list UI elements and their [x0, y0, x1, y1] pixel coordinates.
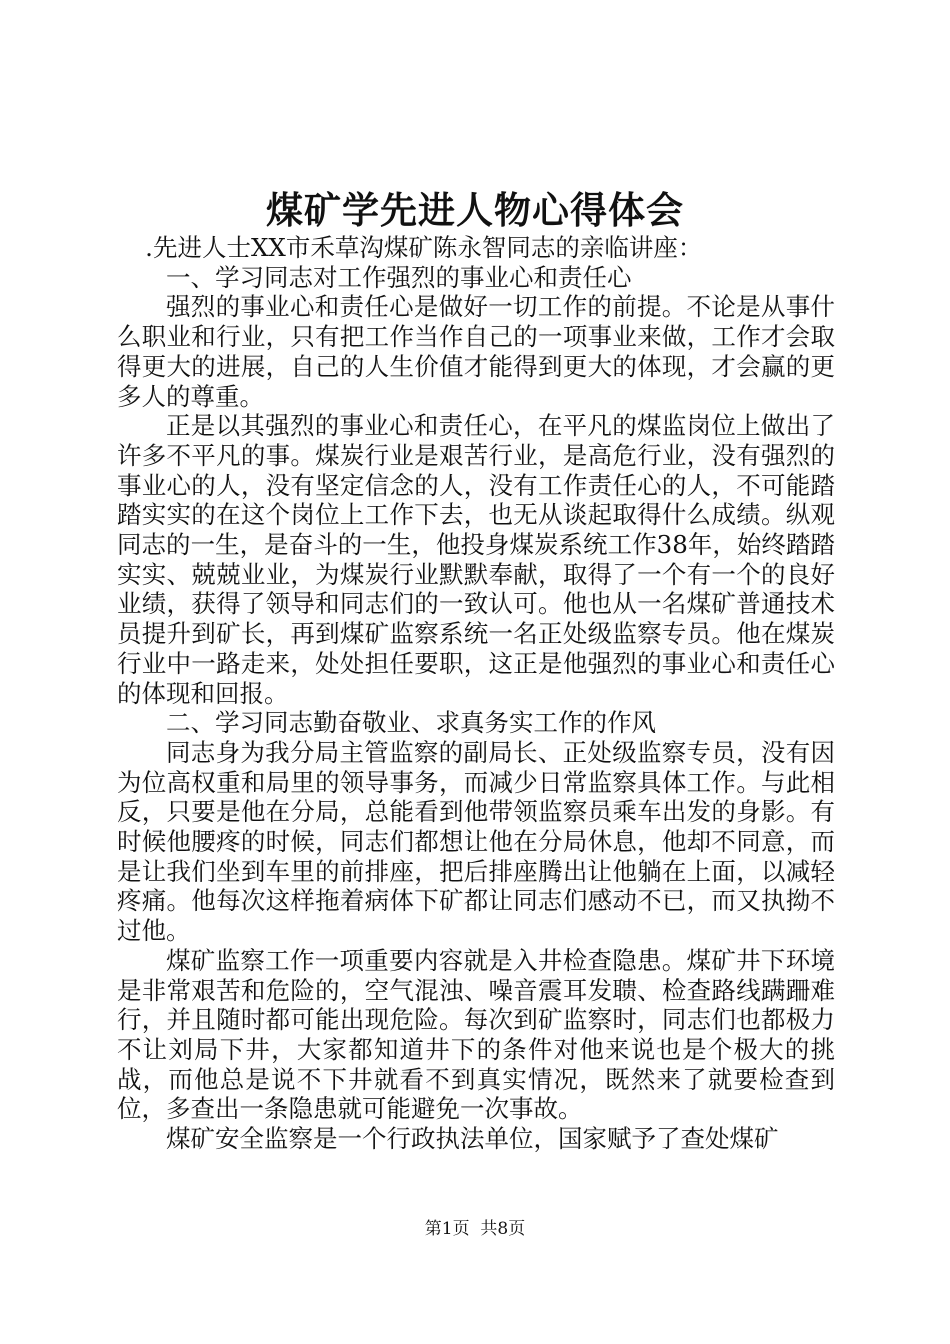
body-paragraph: 正是以其强烈的事业心和责任心，在平凡的煤监岗位上做出了许多不平凡的事。煤炭行业是艰苦行业，是高危行业，没有强烈的事业心的人，没有坚定信念的人，没有工作责任心的人，不可能踏踏实实的在这个岗位上工作下去，也无从谈起取得什么成绩。纵观同志的一生，是奋斗的一生，他投身煤炭系统工作38年，始终踏踏实实、兢兢业业，为煤炭行业默默奉献，取得了一个有一个的良好业绩，获得了领导和同志们的一致认可。他也从一名煤矿普通技术员提升到矿长，再到煤矿监察系统一名正处级监察专员。他在煤炭行业中一路走来，处处担任要职，这正是他强烈的事业心和责任心的体现和回报。	[117, 411, 835, 708]
document-title: 煤矿学先进人物心得体会	[266, 188, 684, 232]
section-heading-1: 一、学习同志对工作强烈的事业心和责任心	[166, 262, 632, 292]
body-paragraph: 煤矿安全监察是一个行政执法单位，国家赋予了查处煤矿	[166, 1124, 779, 1154]
intro-paragraph: .先进人士XX市禾草沟煤矿陈永智同志的亲临讲座：	[145, 233, 703, 262]
body-paragraph: 强烈的事业心和责任心是做好一切工作的前提。不论是从事什么职业和行业，只有把工作当作自己的一项事业来做，工作才会取得更大的进展，自己的人生价值才能得到更大的体现，才会赢的更多人的尊重。	[117, 292, 835, 411]
page-total: 共8页	[480, 1219, 526, 1239]
document-body	[117, 233, 835, 1154]
page-footer	[0, 1217, 950, 1241]
page-number: 第1页	[424, 1219, 470, 1239]
section-heading-2: 二、学习同志勤奋敬业、求真务实工作的作风	[166, 708, 656, 738]
body-paragraph: 煤矿监察工作一项重要内容就是入井检查隐患。煤矿井下环境是非常艰苦和危险的，空气混浊、噪音震耳发聩、检查路线蹒跚难行，并且随时都可能出现危险。每次到矿监察时，同志们也都极力不让刘局下井，大家都知道井下的条件对他来说也是个极大的挑战，而他总是说不下井就看不到真实情况，既然来了就要检查到位，多查出一条隐患就可能避免一次事故。	[117, 945, 835, 1124]
body-paragraph: 同志身为我分局主管监察的副局长、正处级监察专员，没有因为位高权重和局里的领导事务，而减少日常监察具体工作。与此相反，只要是他在分局，总能看到他带领监察员乘车出发的身影。有时候他腰疼的时候，同志们都想让他在分局休息，他却不同意，而是让我们坐到车里的前排座，把后排座腾出让他躺在上面，以减轻疼痛。他每次这样拖着病体下矿都让同志们感动不已，而又执拗不过他。	[117, 737, 835, 946]
